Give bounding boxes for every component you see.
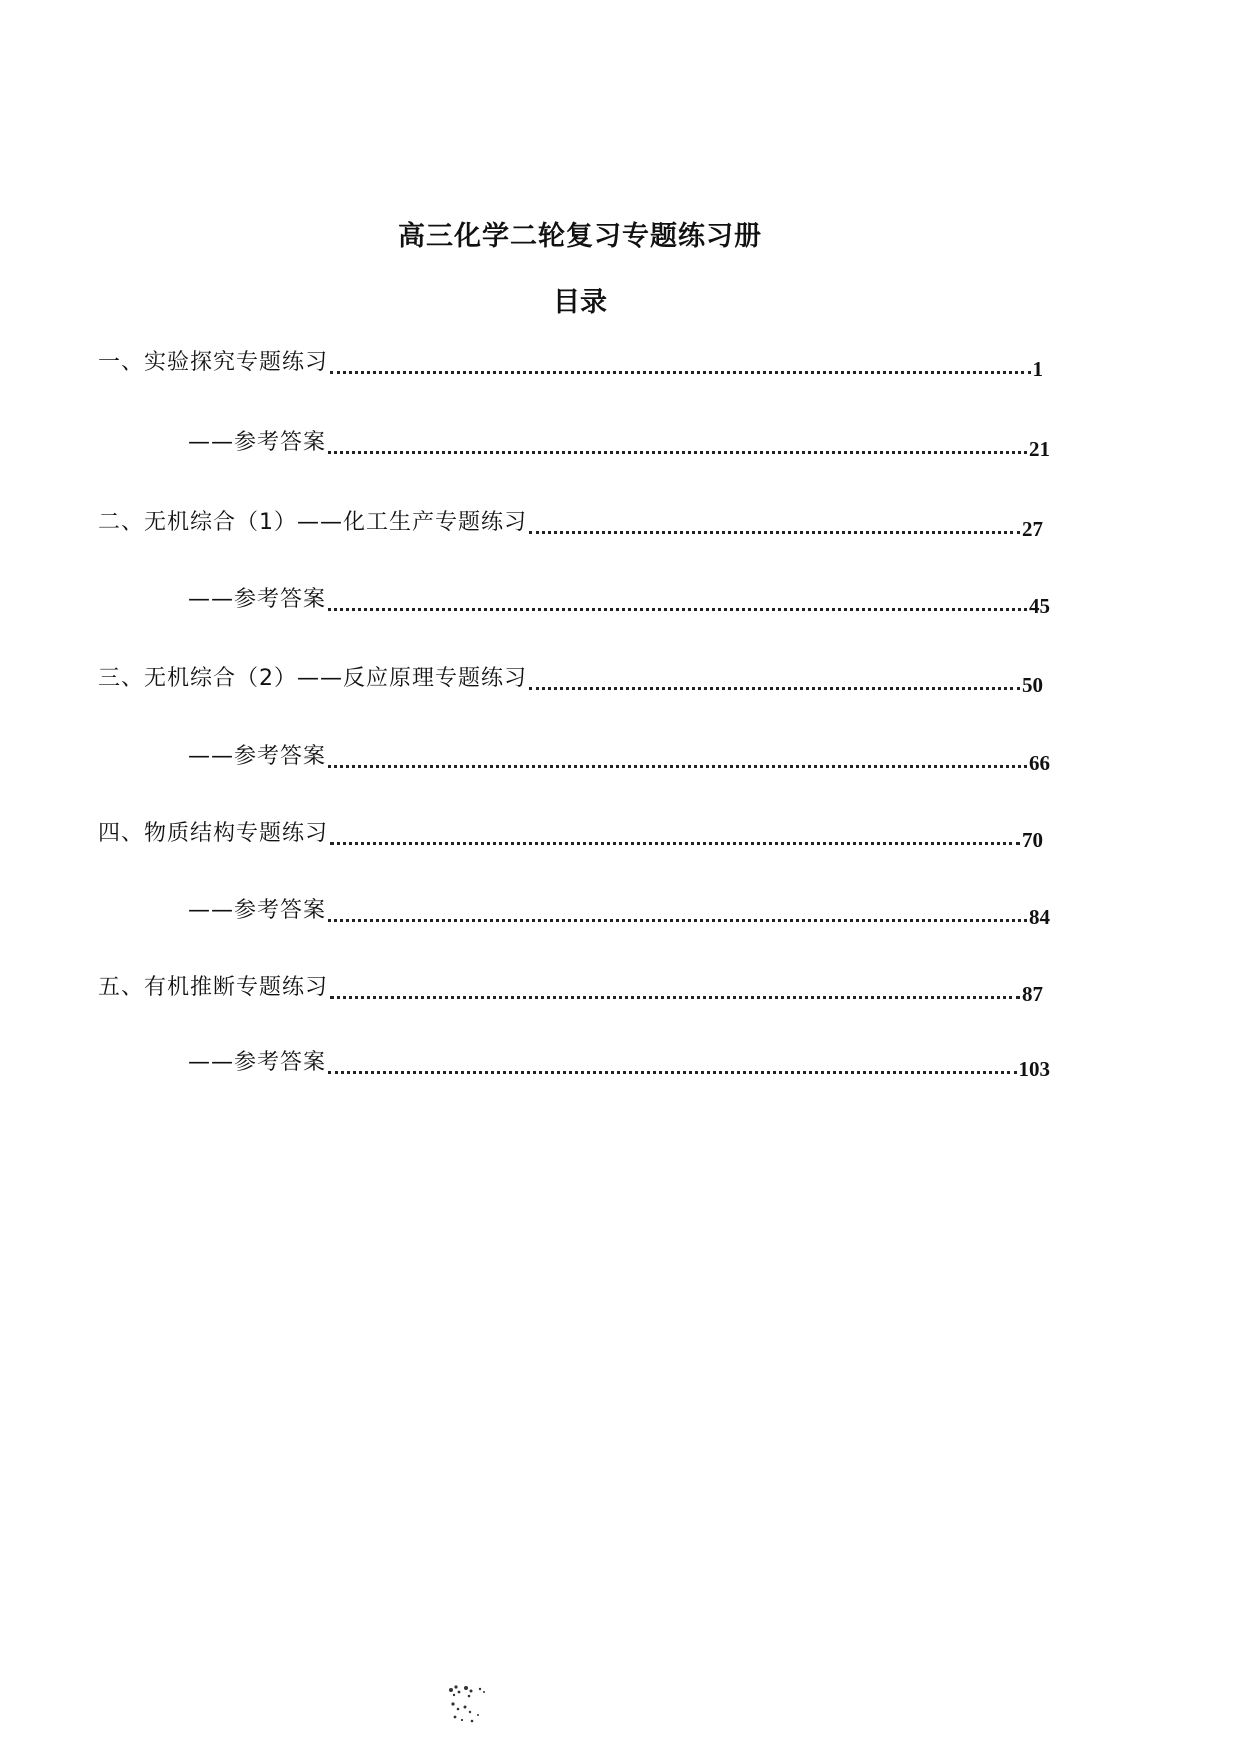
document-title: 高三化学二轮复习专题练习册 <box>398 221 762 252</box>
toc-entry-4[interactable] <box>98 819 1043 853</box>
toc-entry-5[interactable] <box>98 973 1043 1007</box>
toc-entry-3-answers[interactable] <box>188 742 1050 776</box>
toc-entry-1[interactable] <box>98 348 1043 382</box>
toc-page-number: 21 <box>1029 437 1050 461</box>
toc-entry-label: ——参考答案 <box>188 587 327 612</box>
dot-leader <box>529 531 1020 534</box>
dot-leader <box>330 842 1020 845</box>
dot-leader <box>328 765 1027 768</box>
toc-entry-label: 一、实验探究专题练习 <box>98 350 329 375</box>
dot-leader <box>328 451 1027 454</box>
toc-page-number: 45 <box>1029 594 1050 618</box>
toc-entry-2-answers[interactable] <box>188 585 1050 619</box>
toc-page-number: 27 <box>1022 517 1043 541</box>
toc-entry-4-answers[interactable] <box>188 896 1050 930</box>
ink-speckle-mark <box>445 1682 495 1728</box>
dot-leader <box>330 996 1020 999</box>
toc-entry-1-answers[interactable] <box>188 428 1050 462</box>
toc-entry-label: ——参考答案 <box>188 898 327 923</box>
toc-entry-3[interactable] <box>98 664 1043 698</box>
toc-entry-label: ——参考答案 <box>188 1050 327 1075</box>
toc-page-number: 66 <box>1029 751 1050 775</box>
dot-leader <box>330 371 1030 374</box>
toc-entry-label: 四、物质结构专题练习 <box>98 821 329 846</box>
toc-page-number: 70 <box>1022 828 1043 852</box>
toc-page-number: 84 <box>1029 905 1050 929</box>
dot-leader <box>328 1071 1016 1074</box>
toc-entry-5-answers[interactable] <box>188 1048 1050 1082</box>
toc-page-number: 1 <box>1032 357 1043 381</box>
toc-entry-2[interactable] <box>98 508 1043 542</box>
toc-page-number: 87 <box>1022 982 1043 1006</box>
toc-heading: 目录 <box>553 287 607 318</box>
dot-leader <box>328 919 1027 922</box>
toc-entry-label: ——参考答案 <box>188 430 327 455</box>
toc-page-number: 103 <box>1018 1057 1050 1081</box>
toc-entry-label: 五、有机推断专题练习 <box>98 975 329 1000</box>
dot-leader <box>529 687 1020 690</box>
toc-entry-label: ——参考答案 <box>188 744 327 769</box>
dot-leader <box>328 608 1027 611</box>
toc-entry-label: 二、无机综合（1）——化工生产专题练习 <box>98 510 527 535</box>
toc-page-number: 50 <box>1022 673 1043 697</box>
toc-entry-label: 三、无机综合（2）——反应原理专题练习 <box>98 666 527 691</box>
